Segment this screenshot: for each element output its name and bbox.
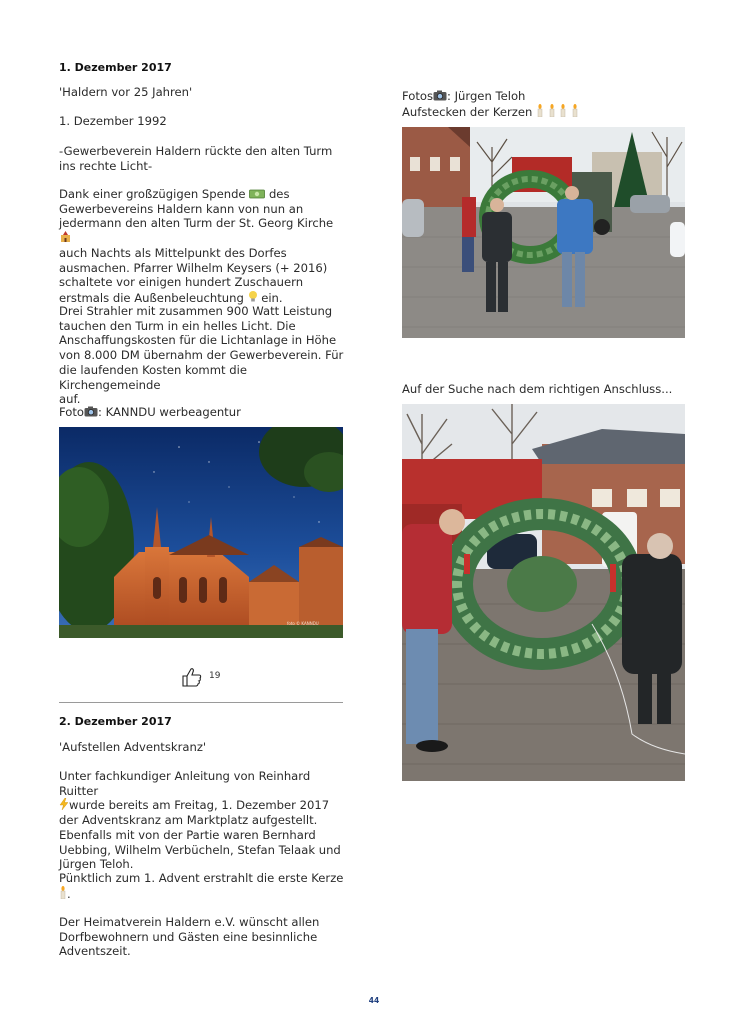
entry1-title: 'Haldern vor 25 Jahren' xyxy=(59,85,193,99)
church-icon xyxy=(59,231,72,243)
caption-connection: Auf der Suche nach dem richtigen Anschluss... xyxy=(402,382,673,396)
entry2-paragraph-3 xyxy=(59,915,345,959)
entry1-date-heading: 1. Dezember 2017 xyxy=(59,61,172,74)
entry2-p1-line xyxy=(59,798,345,813)
entry1-p2-line: tauchen den Turm in ein helles Licht. Die xyxy=(59,318,296,333)
entry1-headline-line: ins rechte Licht- xyxy=(59,158,153,173)
light-bulb-icon xyxy=(248,290,258,303)
entry1-p1-text: jedermann den alten Turm der St. Georg Kirche xyxy=(59,216,334,231)
money-icon xyxy=(249,189,265,199)
entry2-paragraph-2 xyxy=(59,871,345,901)
entry2-date-heading: 2. Dezember 2017 xyxy=(59,715,172,728)
entry2-p1-line: Ebenfalls mit von der Partie waren Bernhard xyxy=(59,827,316,842)
entry1-p1-line: Gewerbevereins Haldern kann von nun an xyxy=(59,201,304,216)
entry1-paragraph-1 xyxy=(59,187,345,306)
candle-icon xyxy=(59,886,67,899)
entry1-p1-line xyxy=(59,216,345,245)
lightning-icon xyxy=(59,798,69,810)
entry1-photo-credit xyxy=(59,405,345,420)
entry1-p2-line: die laufenden Kosten kommt die Kirchengemeinde xyxy=(59,362,247,392)
caption-candles xyxy=(402,104,702,120)
photo-credit-prefix: Foto xyxy=(59,405,84,419)
photo-credit-text: : KANNDU werbeagentur xyxy=(98,405,241,419)
right-photo-credit xyxy=(402,89,702,104)
entry2-p2-line: Pünktlich zum 1. Advent erstrahlt die erste Kerze xyxy=(59,871,344,885)
entry1-headline xyxy=(59,144,345,173)
wreath-connection-photo xyxy=(402,404,685,781)
thumbs-up-icon[interactable] xyxy=(181,667,203,687)
church-night-photo xyxy=(59,427,343,638)
candle-icon xyxy=(559,104,567,117)
entry1-p2-line: Drei Strahler mit zusammen 900 Watt Leistung xyxy=(59,304,333,318)
entry1-p1-line: auch Nachts als Mittelpunkt des Dorfes xyxy=(59,245,287,260)
wreath-candles-photo xyxy=(402,127,685,338)
entry1-p1-text: Dank einer großzügigen Spende xyxy=(59,187,246,201)
candle-icon xyxy=(571,104,579,117)
entry2-p3-line: Adventszeit. xyxy=(59,944,131,959)
right-credit-prefix: Fotos xyxy=(402,89,434,103)
entry1-p1-text: des xyxy=(268,187,290,201)
camera-icon xyxy=(433,90,447,101)
candle-icon xyxy=(536,104,544,117)
entry2-p1-line: der Adventskranz am Marktplatz aufgestellt. xyxy=(59,813,318,828)
entry1-p1-line: ausmachen. Pfarrer Wilhelm Keysers (+ 2016) xyxy=(59,260,328,275)
entry2-p3-line: Dorfbewohnern und Gästen eine besinnliche xyxy=(59,929,318,944)
caption-candles-text: Aufstecken der Kerzen xyxy=(402,105,533,119)
camera-icon xyxy=(84,406,98,417)
entry1-paragraph-2 xyxy=(59,304,345,407)
entry2-p2-line xyxy=(59,886,345,902)
entry1-p2-line: von 8.000 DM übernahm der Gewerbeverein. Für xyxy=(59,348,344,363)
page-number: 44 xyxy=(368,996,380,1005)
entry2-paragraph-1 xyxy=(59,769,345,872)
entry2-p1-line: Uebbing, Wilhelm Verbücheln, Stefan Telaak und xyxy=(59,842,341,857)
like-count: 19 xyxy=(209,671,221,681)
like-widget[interactable] xyxy=(181,667,241,687)
entry1-p1-line: schaltete vor einigen hundert Zuschauern xyxy=(59,275,304,290)
entry1-subdate: 1. Dezember 1992 xyxy=(59,114,167,128)
entry2-p3-line: Der Heimatverein Haldern e.V. wünscht allen xyxy=(59,915,320,929)
entry1-p1-line xyxy=(59,187,345,202)
entry2-title: 'Aufstellen Adventskranz' xyxy=(59,740,207,754)
candle-icon xyxy=(548,104,556,117)
entry1-headline-line: -Gewerbeverein Haldern rückte den alten Turm xyxy=(59,144,333,158)
entry2-p1-text: wurde bereits am Freitag, 1. Dezember 2017 xyxy=(69,798,330,813)
photo-watermark: foto © KANNDU xyxy=(287,621,319,626)
entry-divider xyxy=(59,702,343,703)
entry2-p1-line: Unter fachkundiger Anleitung von Reinhard Ruitter xyxy=(59,769,311,798)
entry2-p2-text: . xyxy=(67,886,71,901)
right-credit-text: : Jürgen Teloh xyxy=(447,89,526,103)
entry1-p2-line: Anschaffungskosten für die Lichtanlage in Höhe xyxy=(59,333,337,348)
entry1-p1-text: ein. xyxy=(261,290,283,305)
entry1-p1-text: erstmals die Außenbeleuchtung xyxy=(59,290,244,305)
entry1-p2-line: auf. xyxy=(59,392,81,407)
entry2-p1-line: Jürgen Teloh. xyxy=(59,857,134,872)
